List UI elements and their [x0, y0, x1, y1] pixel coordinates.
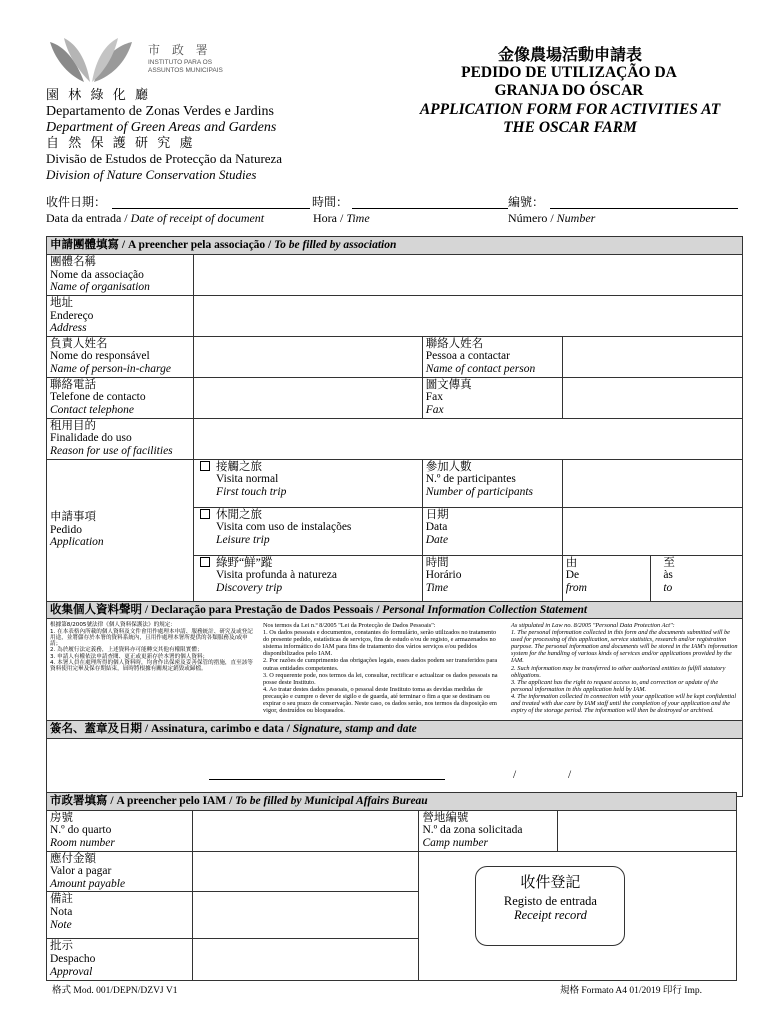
approval-label-en: Approval — [50, 965, 93, 978]
discovery-checkbox[interactable] — [200, 557, 210, 567]
approval-label-zh: 批示 — [50, 940, 73, 953]
approval-label-pt: Despacho — [50, 953, 96, 966]
contact-person-field[interactable] — [562, 336, 742, 377]
note-label-pt: Nota — [50, 906, 73, 919]
date-label-zh: 日期 — [425, 508, 449, 521]
receipt-num-label-zh: 編號： — [508, 195, 545, 209]
cp-label-pt: Pessoa a contactar — [425, 350, 510, 363]
fax-label-zh: 圖文傳真 — [425, 378, 472, 391]
hour-label-pt: Horário — [425, 569, 462, 582]
from-label-en: from — [565, 581, 587, 594]
section1-title-pt: / A preencher pela associação / — [119, 239, 275, 251]
pay-label-pt: Valor a pagar — [50, 865, 112, 878]
application-label — [47, 459, 194, 601]
app-label-zh: 申請事項 — [50, 511, 96, 524]
contact-person-label — [422, 336, 562, 377]
approval-label — [47, 939, 193, 981]
opt1-zh: 接觸之旅 — [216, 460, 263, 473]
camp-number-label — [419, 810, 558, 851]
participants-field[interactable] — [562, 459, 742, 507]
personal-info-statement — [47, 619, 743, 721]
hour-label-en: Time — [425, 581, 449, 594]
dept-zh: 園 林 綠 化 廳 — [46, 87, 152, 102]
opt3-pt: Visita profunda à natureza — [216, 569, 338, 582]
room-number-label — [47, 810, 193, 851]
receipt-num-label-pt: Número / — [508, 211, 557, 225]
time-from-field[interactable] — [562, 555, 651, 601]
room-label-en: Room number — [50, 836, 115, 849]
association-section — [46, 236, 737, 797]
receipt-time-label-en: Time — [346, 211, 370, 225]
person-in-charge-field[interactable] — [194, 336, 423, 377]
date-label-en: Date — [425, 533, 449, 546]
pic-label-pt: Nome do responsável — [50, 350, 150, 363]
to-label-pt: às — [663, 569, 673, 582]
signature-section-header — [47, 721, 743, 739]
opt1-pt: Visita normal — [216, 473, 279, 486]
option-first-touch-trip[interactable] — [194, 459, 423, 507]
address-label — [47, 295, 194, 336]
logo-text-zh: 市 政 署 — [148, 43, 212, 57]
association-section-header — [47, 237, 743, 255]
pic-label-en: Name of person-in-charge — [50, 363, 171, 376]
div-pt: Divisão de Estudos de Protecção da Natureza — [46, 151, 283, 166]
to-label-en: to — [663, 581, 673, 594]
receipt-date-label-pt: Data da entrada / — [46, 211, 131, 225]
fax-label-pt: Fax — [425, 391, 443, 404]
to-label-zh: 至 — [663, 556, 675, 569]
section4-title-en: To be filled by Municipal Affairs Bureau — [235, 795, 428, 807]
receipt-record-pt: Registo de entrada — [503, 894, 597, 909]
opt2-pt: Visita com uso de instalações — [216, 521, 352, 534]
address-field[interactable] — [194, 295, 743, 336]
statement-en: As stipulated in Law no. 8/2005 "Personal Data Protection Act": 1. The personal information collected in this form and the documents submitted will be used for processing of this application, service statistics, research and/or registration purpose. The personal information and documents will be stored in the IAM's information system for the handling of various kinds of services and/or applications provided by the IAM. 2. Such information may be transferred to other authorized entities to fulfill statutory obligations. 3. The applicant has the right to request access to, and correction or update of the personal information in this application held by IAM. 4. The information collected in connection with your application will be kept confidential and treated with due care by IAM staff until the completion of your application and the expiry of the storage period. The information will then be destroyed or archived. — [511, 622, 738, 714]
note-label-zh: 備註 — [50, 893, 73, 906]
date-slash-2: / — [568, 769, 572, 782]
receipt-date-label-en: Date of receipt of document — [130, 211, 265, 225]
tel-label-zh: 聯絡電話 — [50, 378, 96, 391]
camp-label-en: Camp number — [422, 836, 488, 849]
receipt-record-en: Receipt record — [513, 907, 587, 922]
tel-label-pt: Telefone de contacto — [50, 391, 146, 404]
div-zh: 自 然 保 護 研 究 處 — [46, 135, 196, 150]
section3-title-en: Signature, stamp and date — [292, 723, 417, 736]
app-label-pt: Pedido — [50, 523, 82, 536]
receipt-date-line — [112, 208, 310, 209]
option-leisure-trip[interactable] — [194, 507, 423, 555]
reason-field[interactable] — [194, 418, 743, 459]
time-to-field[interactable] — [651, 555, 743, 601]
section4-title-pt: / A preencher pelo IAM / — [107, 795, 236, 807]
participants-label-zh: 參加人數 — [425, 460, 472, 473]
org-name-label-pt: Nome da associação — [50, 268, 144, 281]
opt3-en: Discovery trip — [216, 581, 283, 594]
participants-label-pt: N.º de participantes — [425, 473, 516, 486]
section2-title-pt: / Declaração para Prestação de Dados Pessoais / — [142, 603, 383, 616]
div-en: Division of Nature Conservation Studies — [46, 167, 257, 182]
receipt-record-box[interactable] — [475, 866, 625, 946]
iam-section — [46, 792, 737, 981]
telephone-field[interactable] — [194, 377, 423, 418]
opt1-en: First touch trip — [216, 485, 287, 498]
section2-title-en: Personal Information Collection Statement — [382, 603, 588, 616]
fax-label — [422, 377, 562, 418]
receipt-labels — [46, 212, 746, 225]
section1-title-zh: 申請團體填寫 — [50, 239, 119, 251]
statement-pt: Nos termos da Lei n.º 8/2005 "Lei da Protecção de Dados Pessoais": 1. Os dados pessoais e documentos, constantes do formulário, serão utilizados no tratamento do presente pedido, estatísticas de serviços, fins de estudo e/ou de registo, e armazenados no sistema informático do IAM para fins de tratamento dos vários serviços e/ou pedidos disponibilizados pelo IAM. 2. Por razões de cumprimento das obrigações legais, esses dados podem ser transferidos para outras entidades competentes. 3. O requerente pode, nos termos da lei, consultar, rectificar e actualizar os dados pessoais na posse deste Instituto. 4. Ao tratar destes dados pessoais, o pessoal deste Instituto toma as devidas medidas de precaução e cumpre o dever de sigilo e de guarda, até terminar o fim a que se destinam ou expirar o seu prazo de conservação. Neste caso, os dados serão, nos termos da disposição em vigor, destruídos ou bloqueados. — [263, 622, 498, 714]
org-name-label-zh: 團體名稱 — [50, 256, 96, 268]
note-label — [47, 892, 193, 939]
opt2-en: Leisure trip — [216, 533, 270, 546]
iam-logo — [46, 36, 136, 88]
camp-label-pt: N.º da zona solicitada — [422, 824, 523, 837]
receipt-num-label-en: Number — [556, 211, 596, 225]
reason-label-en: Reason for use of facilities — [50, 444, 173, 457]
camp-number-field[interactable] — [558, 810, 737, 851]
org-name-label — [47, 255, 194, 296]
hour-label-zh: 時間 — [425, 556, 449, 569]
receipt-record-area — [419, 851, 737, 981]
pic-label-zh: 負責人姓名 — [50, 337, 108, 350]
section4-title-zh: 市政署填寫 — [50, 795, 108, 807]
reason-label-zh: 租用目的 — [50, 419, 96, 432]
date-label — [422, 507, 562, 555]
form-code: 格式 Mod. 001/DEPN/DZVJ V1 — [52, 986, 178, 996]
room-number-field[interactable] — [192, 810, 419, 851]
app-label-en: Application — [50, 536, 104, 549]
approval-field[interactable] — [192, 939, 419, 981]
from-label-zh: 由 — [565, 556, 578, 569]
room-label-pt: N.º do quarto — [50, 824, 112, 837]
personal-info-section-header — [47, 601, 743, 619]
room-label-zh: 房號 — [50, 811, 73, 824]
statement-zh: 根據第8/2005號法律《個人資料保護法》的規定： 1. 在本表格內所載的個人資料及文件會用作處理本申請、服務統計、研究及或登記用途，並將儲存於本署的資料系統內，且用作處理本署所提供的各類服務及/或申請； 2. 為於履行法定義務，上述資料亦可能轉交其他有權限實體； 3. 申請人有權依法申請查閱、更正或更新存於本署的個人資料； 4. 本署人員在處理所得的個人資料時，均會作出保密及妥善保管的措施，直至該等資料使用完畢及保存期結束，屆時將根據有關規定銷毀或歸檔。 — [50, 622, 253, 672]
section1-title-en: To be filled by association — [274, 239, 397, 251]
opt3-zh: 綠野“鮮”蹤 — [216, 556, 273, 569]
leisure-checkbox[interactable] — [200, 509, 210, 519]
note-field[interactable] — [192, 892, 419, 939]
receipt-time-labels — [313, 212, 370, 225]
receipt-time-label-zh: 時間： — [312, 195, 349, 209]
form-title-pt: PEDIDO DE UTILIZAÇÃO DA GRANJA DO ÓSCAR — [461, 64, 677, 100]
reason-label — [47, 418, 194, 459]
reason-label-pt: Finalidade do uso — [50, 432, 132, 445]
tel-label-en: Contact telephone — [50, 404, 134, 417]
receipt-record-zh: 收件登記 — [520, 874, 581, 891]
first-touch-checkbox[interactable] — [200, 461, 210, 471]
address-label-pt: Endereço — [50, 309, 94, 322]
date-slash-1: / — [513, 769, 517, 782]
participants-label — [422, 459, 562, 507]
fax-field[interactable] — [562, 377, 742, 418]
fax-label-en: Fax — [425, 404, 444, 417]
amount-payable-label — [47, 851, 193, 892]
signature-field[interactable] — [47, 739, 743, 797]
cp-label-zh: 聯絡人姓名 — [425, 337, 484, 350]
date-field[interactable] — [562, 507, 742, 555]
option-discovery-trip[interactable] — [194, 555, 423, 601]
receipt-num-labels — [508, 212, 595, 225]
org-name-field[interactable] — [194, 255, 743, 296]
dept-pt: Departamento de Zonas Verdes e Jardins — [46, 104, 274, 119]
pay-label-zh: 應付金額 — [50, 852, 96, 865]
from-label-pt: De — [565, 569, 580, 582]
address-label-en: Address — [50, 322, 87, 335]
amount-payable-field[interactable] — [192, 851, 419, 892]
receipt-date-label-zh: 收件日期： — [46, 195, 107, 209]
section2-title-zh: 收集個人資料聲明 — [50, 603, 142, 616]
print-info: 規格 Formato A4 01/2019 印行 Imp. — [560, 986, 702, 996]
org-name-label-en: Name of organisation — [50, 281, 150, 294]
telephone-label — [47, 377, 194, 418]
form-title-zh: 金像農場活動申請表 — [497, 45, 642, 64]
participants-label-en: Number of participants — [425, 485, 534, 498]
receipt-time-label-pt: Hora / — [313, 211, 347, 225]
opt2-zh: 休閒之旅 — [216, 508, 263, 521]
iam-section-header — [47, 793, 737, 811]
form-title-en: APPLICATION FORM FOR ACTIVITIES AT THE OSCAR FARM — [419, 101, 721, 137]
logo-text-pt: INSTITUTO PARA OS ASSUNTOS MUNICIPAIS — [148, 59, 223, 74]
person-in-charge-label — [47, 336, 194, 377]
address-label-zh: 地址 — [50, 296, 73, 309]
section3-title-zh: 簽名、蓋章及日期 — [50, 723, 142, 736]
note-label-en: Note — [50, 918, 72, 931]
receipt-time-line — [352, 208, 508, 209]
time-label — [422, 555, 562, 601]
section3-title-pt: / Assinatura, carimbo e data / — [142, 723, 293, 736]
receipt-num-line — [550, 208, 738, 209]
signature-line — [209, 779, 445, 780]
camp-label-zh: 營地編號 — [422, 811, 469, 824]
pay-label-en: Amount payable — [50, 877, 126, 890]
dept-en: Department of Green Areas and Gardens — [46, 120, 277, 135]
date-label-pt: Data — [425, 521, 448, 534]
cp-label-en: Name of contact person — [425, 363, 536, 376]
